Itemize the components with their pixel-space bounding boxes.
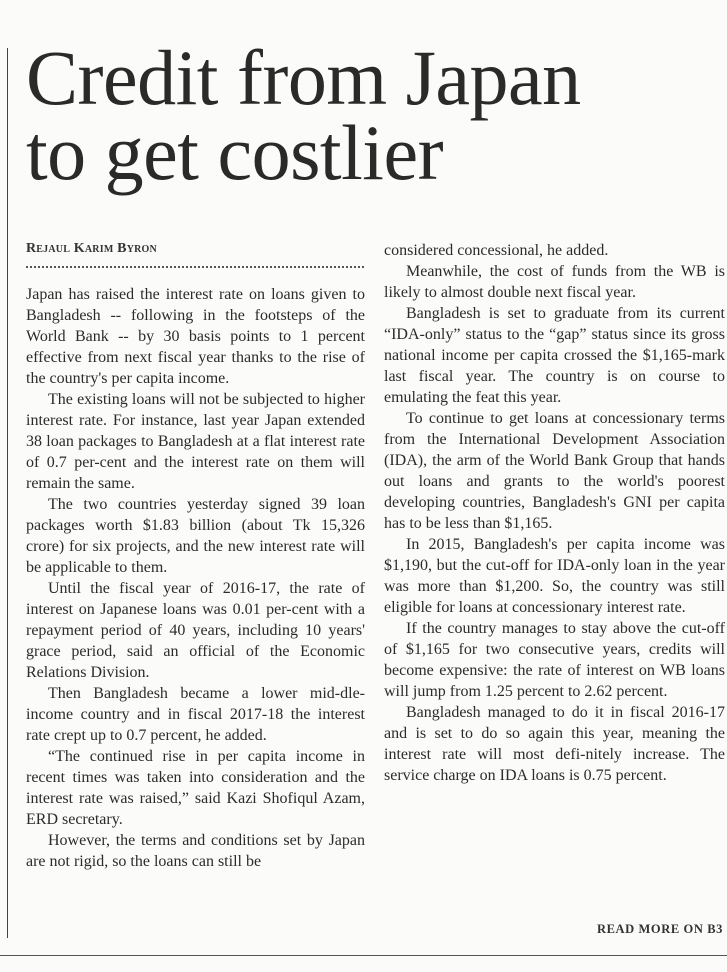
- article-column-1: [26, 284, 365, 872]
- paragraph: Bangladesh managed to do it in fiscal 2016-17 and is set to do so again this year, meaning the interest rate will most defi-nitely increase. The service charge on IDA loans is 0.75 percent.: [384, 704, 725, 784]
- article-column-2: [384, 240, 725, 786]
- paragraph: If the country manages to stay above the cut-off of $1,165 for two consecutive years, credits will become expensive: the rate of interest on WB loans will jump from 1.25 percent to 2.62 percent.: [384, 620, 725, 700]
- headline-line-1: Credit from Japan: [26, 34, 581, 121]
- paragraph: Bangladesh is set to graduate from its current “IDA-only” status to the “gap” status since its gross national income per capita crossed the $1,165-mark last fiscal year. The country is on course to emulating the feat this year.: [384, 305, 725, 406]
- left-column-rule: [7, 48, 8, 938]
- paragraph: The two countries yesterday signed 39 loan packages worth $1.83 billion (about Tk 15,326 crore) for six projects, and the new interest rate will be applicable to them.: [26, 496, 365, 576]
- byline-dotted-divider: [26, 266, 364, 268]
- paragraph-continued: considered concessional, he added.: [384, 242, 609, 259]
- paragraph: Meanwhile, the cost of funds from the WB is likely to almost double next fiscal year.: [384, 263, 725, 301]
- paragraph: Japan has raised the interest rate on loans given to Bangladesh -- following in the footsteps of the World Bank -- by 30 basis points to 1 percent effective from next fiscal year thanks to the rise of the country's per capita income.: [26, 286, 365, 387]
- paragraph: Until the fiscal year of 2016-17, the rate of interest on Japanese loans was 0.01 per-cent with a repayment period of 40 years, including 10 years' grace period, said an official of the Economic Relations Division.: [26, 580, 365, 681]
- headline: [26, 34, 581, 196]
- paragraph: However, the terms and conditions set by Japan are not rigid, so the loans can still be: [26, 832, 365, 870]
- paragraph: Then Bangladesh became a lower mid-dle-income country and in fiscal 2017-18 the interest rate crept up to 0.7 percent, he added.: [26, 685, 365, 744]
- byline: Rejaul Karim Byron: [26, 241, 157, 256]
- paragraph: To continue to get loans at concessionary terms from the International Development Association (IDA), the arm of the World Bank Group that hands out loans and grants to the world's poorest developing countries, Bangladesh's GNI per capita has to be less than $1,165.: [384, 410, 725, 532]
- headline-line-2: to get costlier: [26, 109, 444, 196]
- paragraph: In 2015, Bangladesh's per capita income was $1,190, but the cut-off for IDA-only loan in the year was more than $1,200. So, the country was still eligible for loans at concessionary interest rate.: [384, 536, 725, 616]
- read-more-link[interactable]: READ MORE ON B3: [596, 922, 723, 936]
- paragraph: The existing loans will not be subjected to higher interest rate. For instance, last year Japan extended 38 loan packages to Bangladesh at a flat interest rate of 0.7 per-cent and the interest rate on them will remain the same.: [26, 391, 365, 492]
- bottom-rule: [0, 955, 727, 956]
- paragraph: “The continued rise in per capita income in recent times was taken into consideration and the interest rate was raised,” said Kazi Shofiqul Azam, ERD secretary.: [26, 748, 365, 828]
